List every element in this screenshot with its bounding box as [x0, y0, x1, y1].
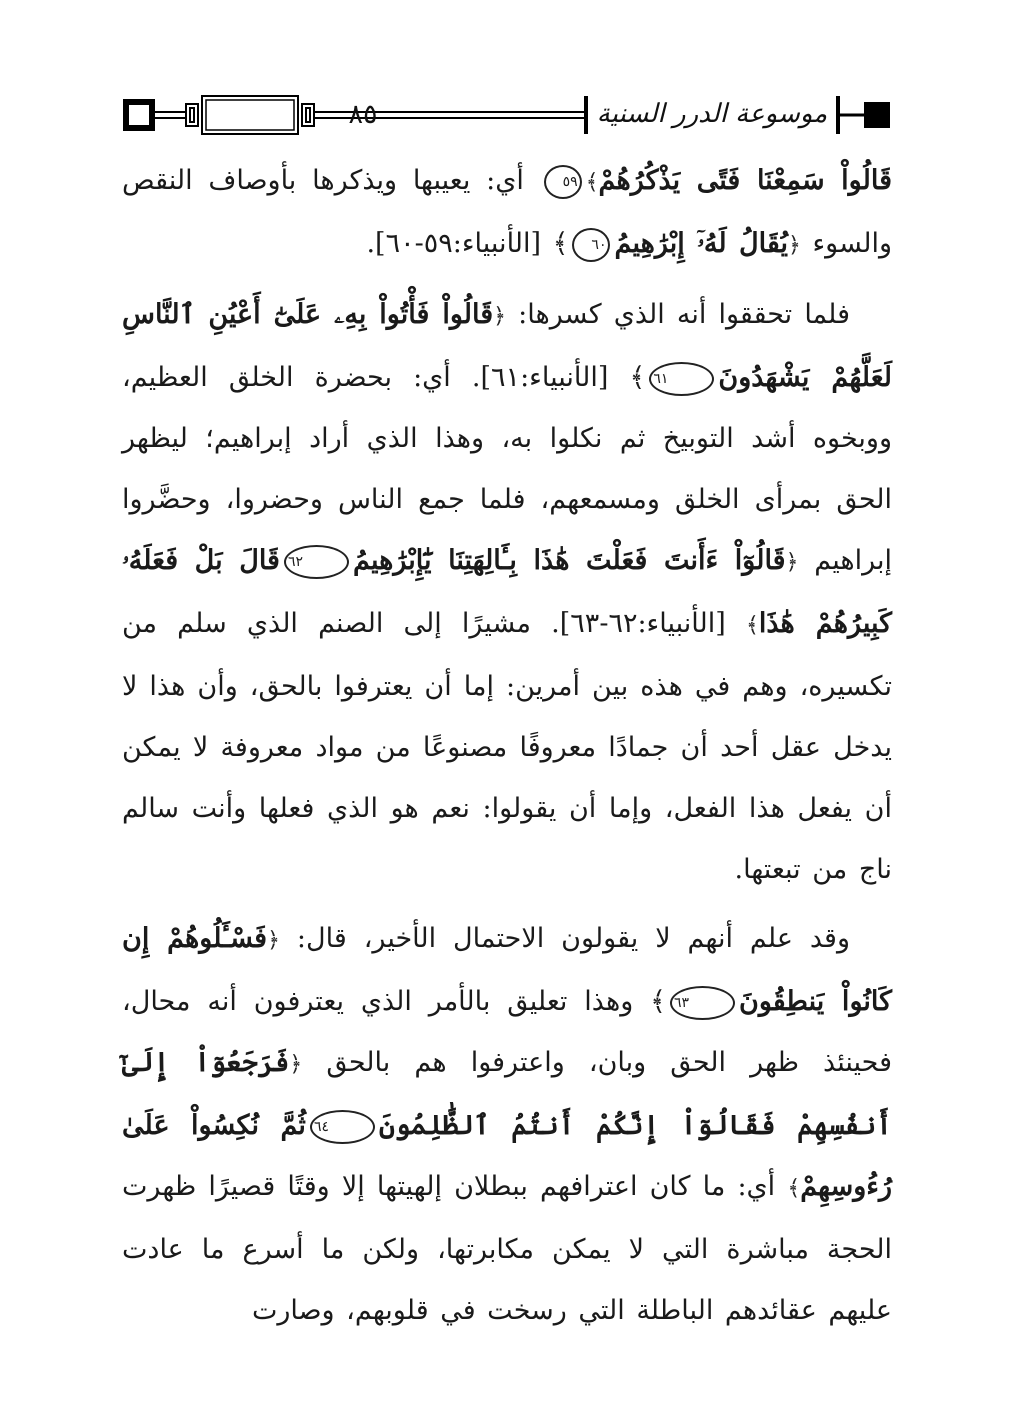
ayah-number-marker: ٥٩ [544, 165, 582, 199]
quran-verse: قَالُوٓاْ ءَأَنتَ فَعَلْتَ هَٰذَا بِـَٔالِهَتِنَا يَٰٓإِبْرَٰهِيمُ [353, 545, 786, 576]
page-header [122, 88, 892, 142]
ornate-bracket-open: ﴿ [788, 233, 801, 258]
quran-verse: قَالَ بَلْ فَعَلَهُۥ كَبِيرُهُمْ هَٰذَا [122, 545, 892, 639]
body-text: فلما تحققوا أنه الذي كسرها: [506, 299, 850, 330]
paragraph [122, 908, 892, 1341]
body-text: أي: ما كان اعترافهم ببطلان إلهيتها إلا وقتًا قصيرًا ظهرت الحجة مباشرة التي لا يمكن مكابرتها، ولكن ما أسرع ما عادت عليهم عقائدهم الباطلة التي رسخت في قلوبهم، وصارت [122, 1171, 892, 1326]
body-text: أي: يعيبها ويذكرها بأوصاف النقص والسوء [122, 165, 892, 259]
ornate-bracket-close: ﴾ [787, 1176, 801, 1201]
page-number: ٨٥ [348, 99, 378, 130]
ayah-number-marker: ٦٠ [572, 228, 610, 262]
quran-verse: يُقَالُ لَهُۥٓ إِبْرَٰهِيمُ [614, 228, 789, 259]
ornate-bracket-close: ﴾ [745, 613, 759, 638]
body-text: ﴾ [الأنبياء:٦١]. أي: بحضرة الخلق العظيم، ووبخوه أشد التوبيخ ثم نكلوا به، وهذا الذي أراد إبراهيم؛ ليظهر الحق بمرأى الخلق ومسمعهم، فلما جمع الناس وحضروا، وحضَّروا إبراهيم [122, 362, 892, 576]
ornament-left [186, 104, 198, 126]
ornate-bracket-open: ﴿ [493, 304, 507, 329]
ornament-right [302, 104, 314, 126]
quran-verse: قَالُواْ سَمِعْنَا فَتًى يَذْكُرُهُمْ [598, 165, 892, 196]
body-text: [الأنبياء:٦٢-٦٣]. مشيرًا إلى الصنم الذي سلم من تكسيره، وهم في هذه بين أمرين: إما أن يعترفوا بالحق، وأن هذا لا يدخل عقل أحد أن جمادًا معروفًا مصنوعًا من مواد معروفة لا يمكن أن يفعل هذا الفعل، وإما أن يقولوا: نعم هو الذي فعلها وأنت سالم ناج من تبعتها. [122, 608, 892, 885]
ornate-bracket-close: ﴾ [585, 170, 599, 195]
ayah-number-marker: ٦٣ [670, 986, 735, 1020]
ornate-bracket-open: ﴿ [289, 1052, 303, 1077]
body-text: ﴾ وهذا تعليق بالأمر الذي يعترفون أنه محال، فحينئذ ظهر الحق وبان، واعترفوا هم بالحق [122, 986, 892, 1078]
quran-verse: فَرَجَعُوٓاْ إِلَىٰٓ أَنفُسِهِمْ فَقَالُوٓاْ إِنَّكُمْ أَنتُمُ ٱلظَّٰلِمُونَ [122, 1047, 892, 1141]
header-left-square [126, 102, 152, 128]
header-right-square [864, 102, 890, 128]
ayah-number-marker: ٦١ [649, 362, 714, 396]
ornate-bracket-open: ﴿ [267, 928, 280, 953]
quran-verse: ثُمَّ نُكِسُواْ عَلَىٰ رُءُوسِهِمْ [122, 1110, 893, 1202]
page-body [122, 150, 892, 1341]
quran-verse: قَالُواْ فَأْتُواْ بِهِۦ عَلَىٰٓ أَعْيُنِ ٱلنَّاسِ لَعَلَّهُمْ يَشْهَدُونَ [122, 299, 892, 393]
body-text: ﴾ [الأنبياء:٥٩-٦٠]. [366, 228, 569, 259]
page-number-frame [202, 96, 298, 134]
paragraph [122, 150, 892, 276]
book-title: موسوعة الدرر السنية [596, 99, 828, 129]
ornate-bracket-open: ﴿ [785, 550, 799, 575]
ayah-number-marker: ٦٤ [310, 1110, 375, 1144]
paragraph [122, 284, 892, 900]
quran-verse: فَسْـَٔلُوهُمْ إِن كَانُواْ يَنطِقُونَ [122, 923, 892, 1017]
body-text: وقد علم أنهم لا يقولون الاحتمال الأخير، قال: [279, 923, 850, 954]
ayah-number-marker: ٦٢ [284, 545, 349, 579]
